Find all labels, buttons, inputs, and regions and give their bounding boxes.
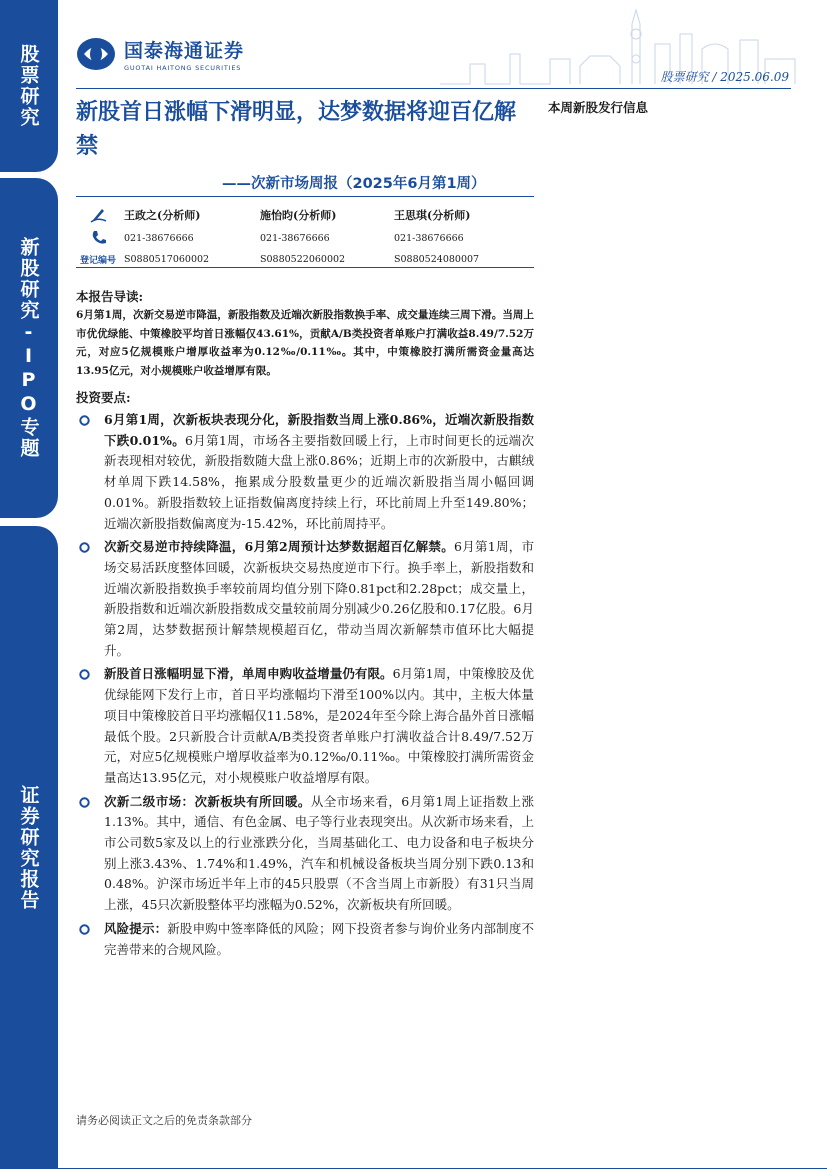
phone-icon	[90, 229, 108, 247]
side-label-stock-research: 股票研究	[0, 0, 58, 172]
key-point-item	[76, 537, 534, 661]
registration-label: 登记编号	[80, 256, 117, 266]
analyst-reg-number: S0880522060002	[260, 254, 346, 265]
key-point-text: 新股申购中签率降低的风险；网下投资者参与询价业务内部制度不完善带来的合规风险。	[104, 920, 534, 957]
analyst-reg-number: S0880524080007	[394, 254, 480, 265]
key-point-text: 从全市场来看，6月第1周上证指数上涨1.13%。其中，通信、有色金属、电子等行业表现突出。从次新市场来看，上市公司数5家及以上的行业涨跌分化，当周基础化工、电力设备和电子板块分别上涨3.43%、1.74%和1.49%，汽车和机械设备板块当周分别下跌0.13和0.48%。沪深市场近半年上市的45只股票（不含当周上市新股）有31只当周上涨，45只次新股整体平均涨幅为0.52%，次新板块有所回暖。	[104, 793, 534, 913]
key-point-lead: 风险提示：	[104, 920, 168, 936]
analyst-table	[76, 196, 534, 268]
bullet-icon	[79, 415, 90, 426]
key-point-item	[76, 792, 534, 916]
new-stock-issuance-heading: 本周新股发行信息	[548, 100, 649, 115]
meta-separator: /	[712, 70, 721, 84]
report-date: 2025.06.09	[720, 70, 789, 84]
key-point-text: 6月第1周，中策橡胶及优优绿能网下发行上市，首日平均涨幅均下滑至100%以内。其中，主板大体量项目中策橡胶首日平均涨幅仅11.58%，是2024年至今除上海合晶外首日涨幅最低个股。2只新股合计贡献A/B类投资者单账户打满收益合计8.49/7.52万元，对应5亿规模账户增厚收益率为0.12‰/0.11‰。中策橡胶打满所需资金量高达13.95亿元，对小规模账户收益增厚有限。	[104, 666, 534, 785]
key-point-lead: 6月第1周，次新板块表现分化，新股指数当周上涨0.86%，近端次新股指数下跌0.01%。	[104, 412, 534, 448]
logo-icon	[76, 37, 116, 71]
key-points-list	[76, 410, 534, 963]
company-logo	[76, 36, 244, 72]
key-point-lead: 次新交易逆市持续降温，6月第2周预计达梦数据超百亿解禁。	[104, 539, 454, 555]
analyst-name: 施怡昀(分析师)	[260, 209, 337, 222]
report-type: 股票研究	[660, 70, 709, 84]
analyst-phone: 021-38676666	[394, 233, 464, 244]
disclaimer-footer: 请务必阅读正文之后的免责条款部分	[76, 1114, 252, 1127]
bullet-icon	[79, 797, 90, 808]
guide-body: 6月第1周，次新交易逆市降温，新股指数及近端次新股指数换手率、成交量连续三周下滑。当周上市优优绿能、中策橡胶平均首日涨幅仅43.61%，贡献A/B类投资者单账户打满收益8.49/7.52万元，对应5亿规模账户增厚收益率为0.12‰/0.11‰。其中，中策橡胶打满所需资金量高达13.95亿元，对小规模账户收益增厚有限。	[76, 309, 534, 377]
analyst-reg-number: S0880517060002	[124, 254, 210, 265]
side-bar	[0, 0, 58, 1169]
guide-heading: 本报告导读:	[76, 289, 144, 304]
key-point-lead: 次新二级市场：次新板块有所回暖。	[104, 793, 311, 809]
analyst-phone: 021-38676666	[124, 233, 194, 244]
bullet-icon	[79, 924, 90, 935]
report-meta	[661, 68, 789, 85]
key-points-heading: 投资要点:	[76, 390, 131, 405]
analyst-phone: 021-38676666	[260, 233, 330, 244]
key-point-item	[76, 410, 534, 534]
key-point-item	[76, 664, 534, 788]
bullet-icon	[79, 542, 90, 553]
analyst-name: 王政之(分析师)	[124, 209, 201, 222]
report-subtitle: ——次新市场周报（2025年6月第1周）	[222, 176, 486, 192]
key-point-item	[76, 919, 534, 960]
key-point-text: 6月第1周，市场交易活跃度整体回暖，次新板块交易热度逆市下行。换手率上，新股指数和近端次新股指数换手率较前周均值分别下降0.81pct和2.28pct；成交量上，新股指数和近端次新股指数成交量较前周分别减少0.26亿股和0.17亿股。6月第2周，达梦数据预计解禁规模超百亿，带动当周次新解禁市值环比大幅提升。	[104, 539, 534, 658]
report-title: 新股首日涨幅下滑明显，达梦数据将迎百亿解禁	[76, 100, 517, 159]
key-point-lead: 新股首日涨幅明显下滑，单周申购收益增量仍有限。	[104, 666, 393, 682]
header-divider	[76, 88, 791, 89]
bullet-icon	[79, 669, 90, 680]
key-point-text: 6月第1周，市场各主要指数回暖上行，上市时间更长的远端次新表现相对较优，新股指数随大盘上涨0.86%；近期上市的次新股中，古麒绒材单周下跌14.58%，拖累成分股数量更少的近端次新股指当周小幅回调0.01%。新股指数较上证指数偏离度持续上行，环比前周上升至149.80%；近端次新股指数偏离度为-15.42%，环比前周持平。	[104, 432, 534, 531]
pen-icon	[90, 205, 108, 223]
logo-name-en: GUOTAI HAITONG SECURITIES	[124, 64, 242, 72]
side-label-ipo-topic: 新股研究-IPO专题	[0, 178, 58, 518]
logo-name-cn: 国泰海通证券	[124, 40, 245, 62]
side-label-securities-report: 证券研究报告	[0, 526, 58, 1169]
analyst-name: 王思琪(分析师)	[394, 209, 471, 222]
